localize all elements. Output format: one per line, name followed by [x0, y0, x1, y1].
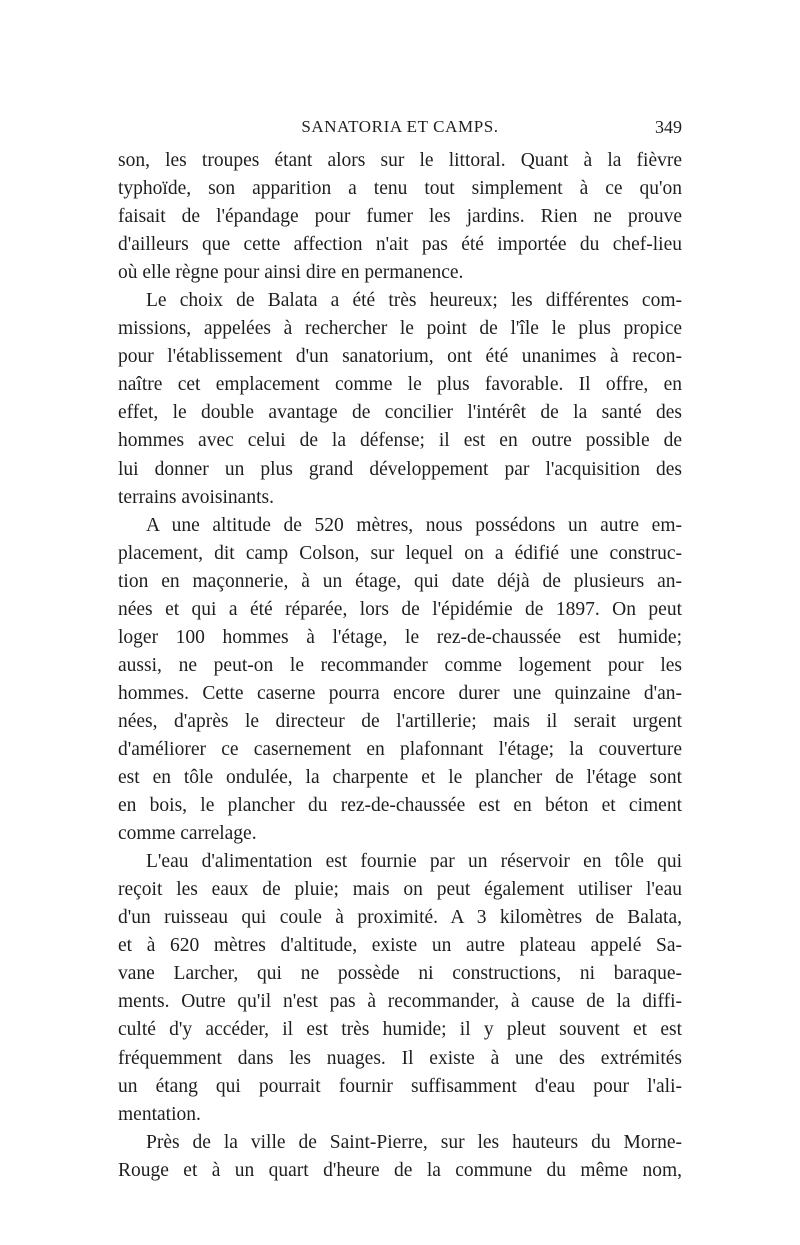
text-line: aussi, ne peut-on le recommander comme logement pour les	[118, 654, 682, 676]
text-line: nées et qui a été réparée, lors de l'épidémie de 1897. On peut	[118, 598, 682, 620]
running-title: SANATORIA ET CAMPS.	[301, 117, 499, 136]
text-line: en bois, le plancher du rez-de-chaussée est en béton et ciment	[118, 795, 682, 817]
text-line: loger 100 hommes à l'étage, le rez-de-chaussée est humide;	[118, 626, 682, 648]
text-line: faisait de l'épandage pour fumer les jardins. Rien ne prouve	[118, 206, 682, 228]
text-line: L'eau d'alimentation est fournie par un réservoir en tôle qui	[146, 851, 682, 873]
text-line: d'un ruisseau qui coule à proximité. A 3 kilomètres de Balata,	[118, 907, 682, 929]
text-line: hommes. Cette caserne pourra encore durer une quinzaine d'an-	[118, 682, 682, 704]
text-line: typhoïde, son apparition a tenu tout simplement à ce qu'on	[118, 178, 682, 200]
text-line: lui donner un plus grand développement par l'acquisition des	[118, 458, 682, 480]
text-line: Le choix de Balata a été très heureux; les différentes com-	[146, 290, 682, 312]
text-line: où elle règne pour ainsi dire en permanence.	[118, 262, 464, 284]
paragraph	[118, 512, 682, 849]
text-line: A une altitude de 520 mètres, nous possédons un autre em-	[146, 514, 682, 536]
text-line: fréquemment dans les nuages. Il existe à une des extrémités	[118, 1047, 682, 1069]
text-line: naître cet emplacement comme le plus favorable. Il offre, en	[118, 374, 682, 396]
text-line: effet, le double avantage de concilier l'intérêt de la santé des	[118, 402, 682, 424]
text-line: terrains avoisinants.	[118, 486, 274, 508]
paragraph	[118, 147, 682, 287]
text-line: d'améliorer ce casernement en plafonnant l'étage; la couverture	[118, 738, 682, 760]
text-line: Rouge et à un quart d'heure de la commune du même nom,	[118, 1159, 682, 1181]
text-line: comme carrelage.	[118, 823, 257, 845]
text-line: et à 620 mètres d'altitude, existe un autre plateau appelé Sa-	[118, 935, 682, 957]
text-line: d'ailleurs que cette affection n'ait pas été importée du chef-lieu	[118, 234, 682, 256]
text-line: mentation.	[118, 1103, 201, 1125]
text-line: tion en maçonnerie, à un étage, qui date déjà de plusieurs an-	[118, 570, 682, 592]
text-line: ments. Outre qu'il n'est pas à recommander, à cause de la diffi-	[118, 991, 682, 1013]
paragraph	[118, 848, 682, 1128]
text-line: culté d'y accéder, il est très humide; il y pleut souvent et est	[118, 1019, 682, 1041]
text-line: placement, dit camp Colson, sur lequel on a édifié une construc-	[118, 542, 682, 564]
text-line: Près de la ville de Saint-Pierre, sur les hauteurs du Morne-	[146, 1131, 682, 1153]
text-line: pour l'établissement d'un sanatorium, ont été unanimes à recon-	[118, 346, 682, 368]
text-line: vane Larcher, qui ne possède ni constructions, ni baraque-	[118, 963, 682, 985]
text-line: un étang qui pourrait fournir suffisamment d'eau pour l'ali-	[118, 1075, 682, 1097]
text-line: son, les troupes étant alors sur le littoral. Quant à la fièvre	[118, 150, 682, 171]
running-head	[118, 117, 682, 145]
paragraph	[118, 287, 682, 511]
text-line: hommes avec celui de la défense; il est en outre possible de	[118, 430, 682, 452]
paragraph	[118, 1129, 682, 1185]
text-line: reçoit les eaux de pluie; mais on peut également utiliser l'eau	[118, 879, 682, 901]
text-line: est en tôle ondulée, la charpente et le plancher de l'étage sont	[118, 767, 682, 789]
text-line: missions, appelées à rechercher le point de l'île le plus propice	[118, 318, 682, 340]
page-number: 349	[655, 117, 682, 137]
body-text	[118, 147, 682, 1185]
text-line: nées, d'après le directeur de l'artillerie; mais il serait urgent	[118, 710, 682, 732]
